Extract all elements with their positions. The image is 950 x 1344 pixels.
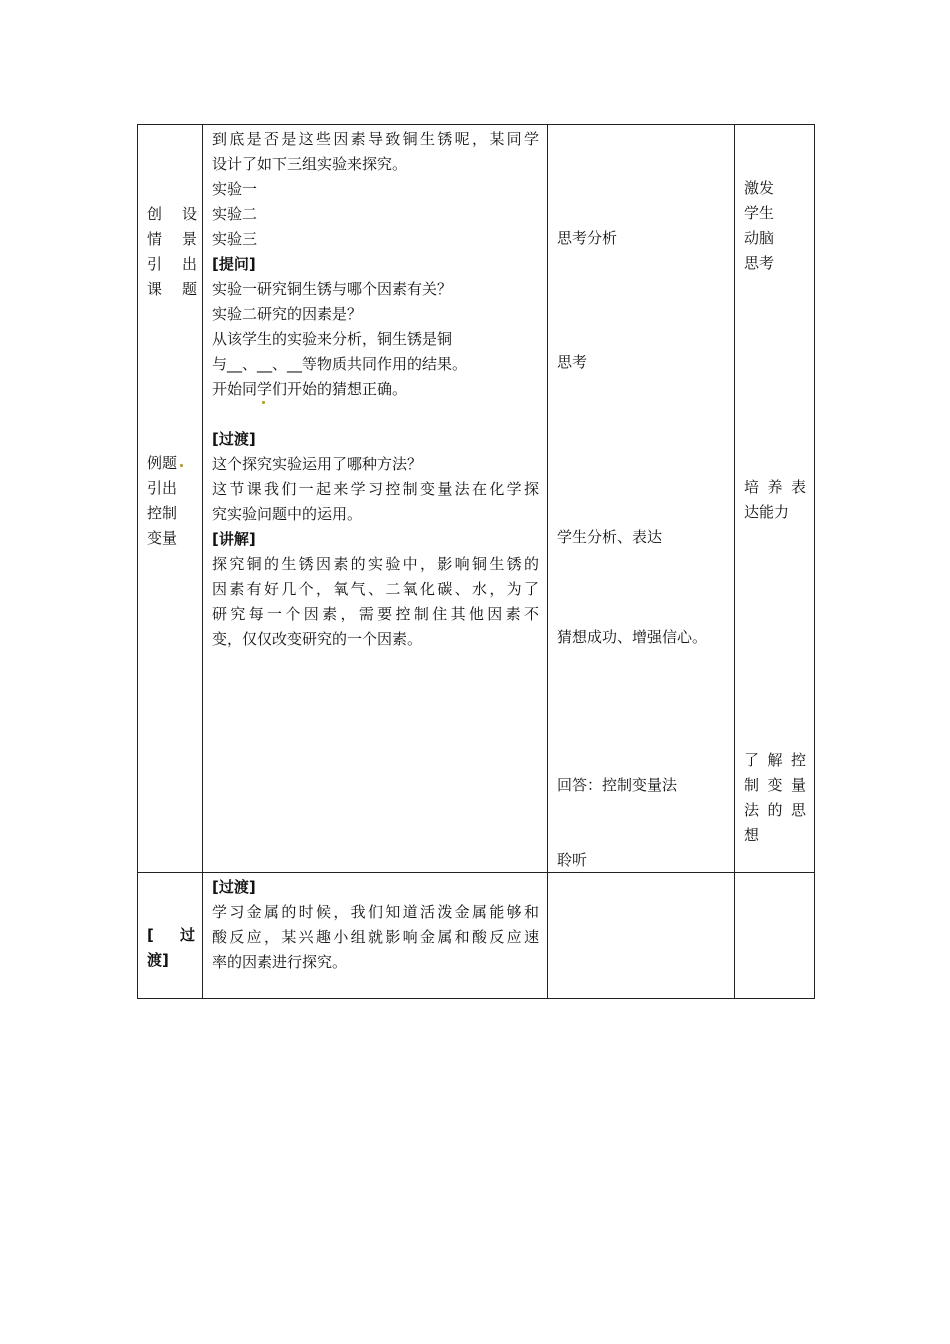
stage-label-example: 例题 引出 控制 变量 — [147, 454, 178, 547]
stage-label-transition: [ 过 渡] — [147, 926, 195, 969]
purpose-cell — [735, 873, 815, 999]
purpose-3: 了 解 控 制 变 量 法 的 思 想 — [744, 751, 806, 844]
content-cell — [203, 873, 548, 999]
ink-dot-mark — [262, 401, 265, 404]
student-activity-cell — [548, 873, 735, 999]
transition-heading: [过渡] — [212, 430, 256, 448]
stage-label-create-scene: 创 设 情 景 引 出 课 题 — [147, 205, 197, 298]
student-activity-4: 猜想成功、增强信心。 — [557, 628, 708, 646]
student-activity-2: 思考 — [557, 353, 588, 371]
ink-dot-mark — [180, 464, 183, 467]
stage-cell — [138, 873, 203, 999]
student-activity-5: 回答：控制变量法 — [557, 776, 678, 794]
transition-content: [过渡] 学习金属的时候，我们知道活泼金属能够和 酸反应，某兴趣小组就影响金属和酸反应速 率的因素进行探究。 — [203, 873, 547, 975]
stage-cell — [138, 125, 203, 873]
purpose-cell — [735, 125, 815, 873]
table-row — [138, 125, 815, 873]
content-cell — [203, 125, 548, 873]
lesson-plan-table — [137, 124, 815, 999]
purpose-2: 培 养 表 达能力 — [744, 478, 806, 521]
student-activity-cell — [548, 125, 735, 873]
student-activity-3: 学生分析、表达 — [557, 528, 663, 546]
purpose-1: 激发 学生 动脑 思考 — [744, 179, 775, 272]
teacher-content: 到底是否是这些因素导致铜生锈呢，某同学 设计了如下三组实验来探究。 实验一 实验二 实验三 [提问] 实验一研究铜生锈与哪个因素有关？ 实验二研究的因素是？ 从该学生的实验来分析，铜生锈是铜 与__、__、__等物质共同作用的结果。 开始同学们开始的猜想正确。 [过渡] 这个探究实验运用了哪种方法？ 这节课我们一起来学习控制变量法在化学探 究实验问题中的运用。 [讲解] 探究铜的生锈因素的实验中，影响铜生锈的 因素有好几个，氧气、二氧化碳、水，为了 研究每一个因素，需要控制住其他因素不 变，仅仅改变研究的一个因素。 — [212, 130, 539, 648]
table-row — [138, 873, 815, 999]
transition-heading: [过渡] — [212, 878, 256, 896]
student-activity-6: 聆听 — [557, 851, 588, 869]
question-heading: [提问] — [212, 255, 256, 273]
lecture-heading: [讲解] — [212, 530, 256, 548]
student-activity-1: 思考分析 — [557, 229, 618, 247]
